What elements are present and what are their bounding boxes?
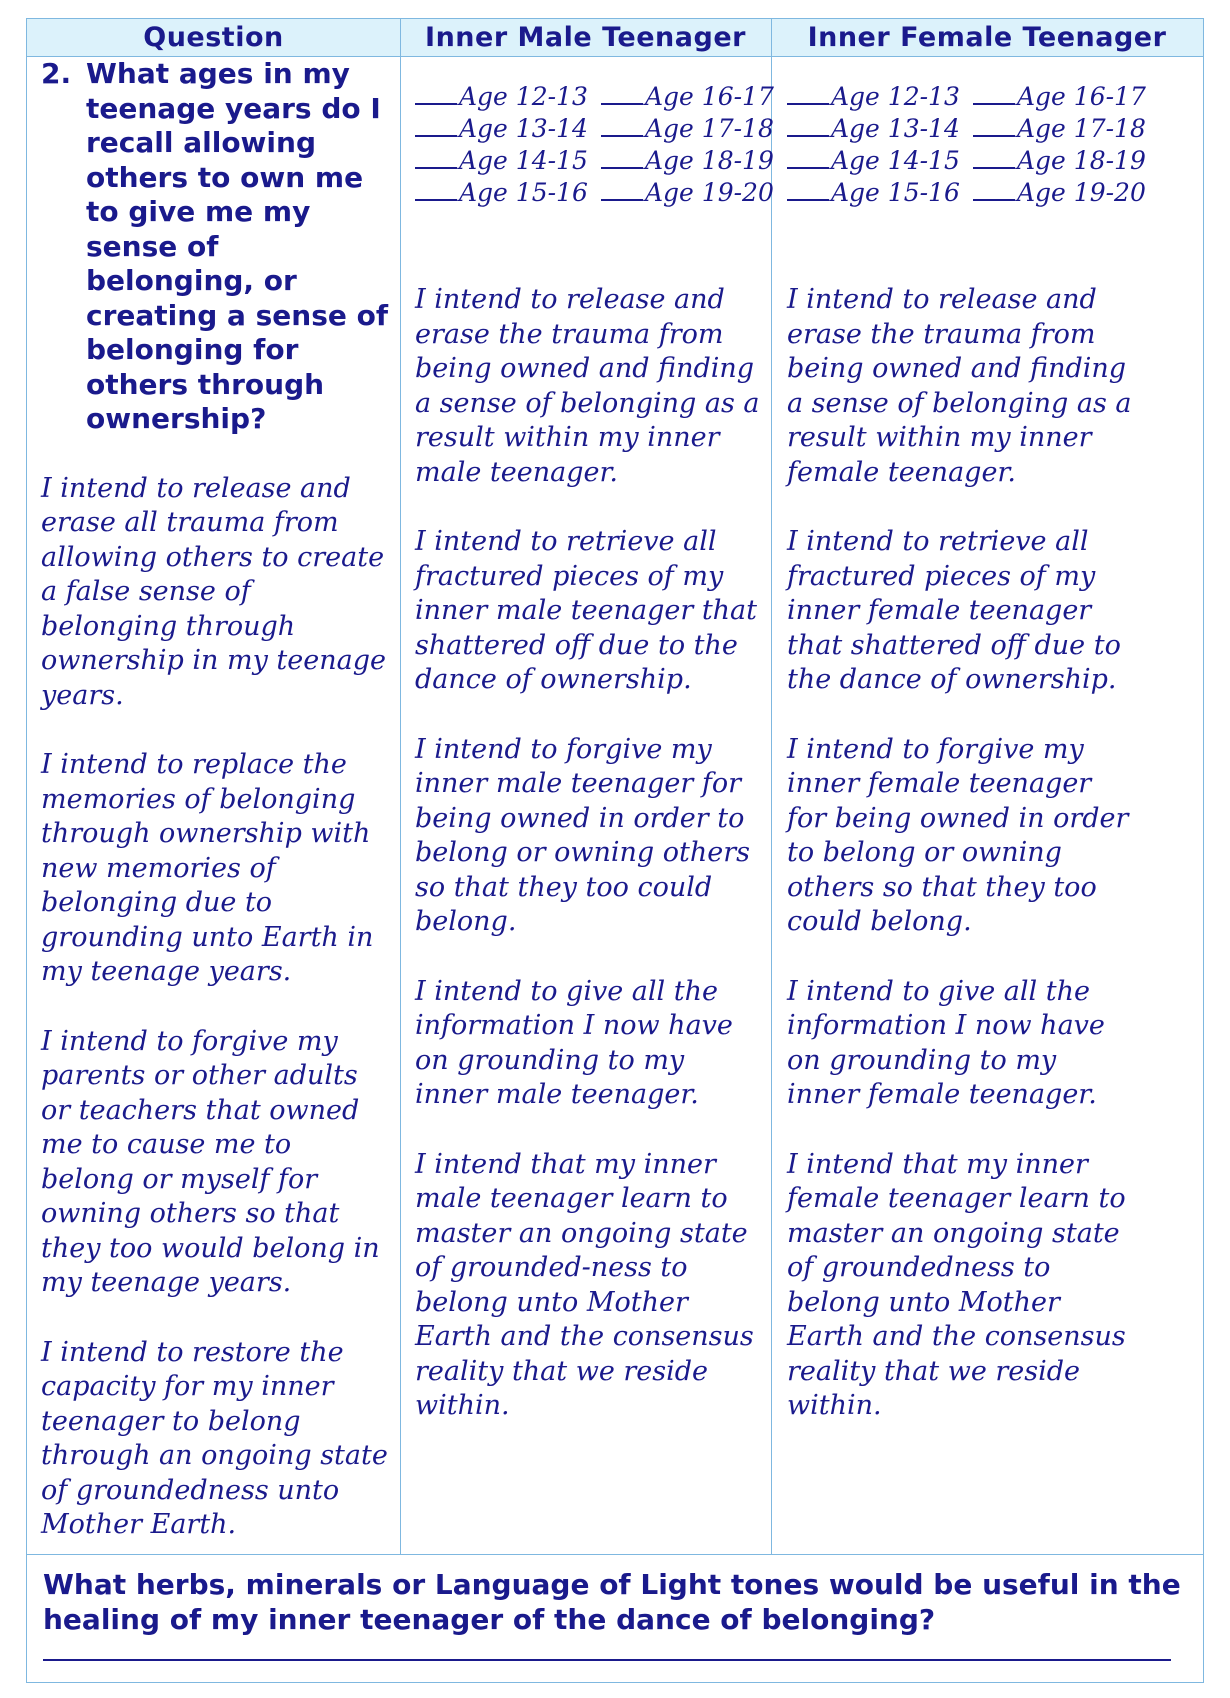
age-option[interactable]: Age 16-17 (973, 81, 1146, 113)
female-age-checklist (787, 81, 1146, 221)
male-intention: I intend to retrieve all fractured pieces of my inner male teenager that shattered off due to the dance of ownership. (415, 526, 758, 695)
question-intention: I intend to forgive my parents or other adults or teachers that owned me to cause me to belong or myself for owning others so that they too would belong in my teenage years. (41, 1025, 380, 1298)
age-blank[interactable] (787, 113, 829, 137)
age-blank[interactable] (973, 81, 1015, 105)
male-column (415, 81, 774, 1424)
age-option[interactable]: Age 17-18 (973, 113, 1146, 145)
male-intention: I intend to forgive my inner male teenager for being owned in order to belong or owning others so that they too could belong. (415, 733, 751, 937)
age-blank[interactable] (601, 177, 643, 201)
male-intention: I intend that my inner male teenager learn to master an ongoing state of grounded-ness to belong unto Mother Earth and the consensus reality that we reside within. (415, 1148, 754, 1421)
age-option[interactable]: Age 18-19 (601, 145, 774, 177)
age-blank[interactable] (973, 113, 1015, 137)
age-option[interactable]: Age 15-16 (787, 177, 960, 209)
age-option[interactable]: Age 14-15 (787, 145, 960, 177)
question-text: What ages in my teenage years do I recall allowing others to own me to give me my sense of belonging, or creating a sense of belonging for others through ownership? (86, 57, 389, 435)
column-divider (771, 19, 772, 1554)
age-blank[interactable] (601, 81, 643, 105)
male-intention: I intend to give all the information I now have on grounding to my inner male teenager. (415, 975, 733, 1110)
age-blank[interactable] (787, 81, 829, 105)
worksheet-table (26, 18, 1204, 1683)
age-blank[interactable] (787, 177, 829, 201)
female-column (787, 81, 1146, 1424)
age-blank[interactable] (415, 113, 457, 137)
female-intention: I intend to retrieve all fractured pieces of my inner female teenager that shattered off due to the dance of ownership. (787, 526, 1121, 695)
question-intention: I intend to release and erase all trauma from allowing others to create a false sense of belonging through ownership in my teenage years. (41, 472, 386, 711)
header-question: Question (143, 22, 284, 53)
question-number: 2. (41, 57, 72, 90)
female-intention: I intend to forgive my inner female teenager for being owned in order to belong or owning others so that they too could belong. (787, 733, 1129, 937)
age-option[interactable]: Age 15-16 (415, 177, 588, 209)
age-blank[interactable] (415, 145, 457, 169)
female-intention: I intend to release and erase the trauma from being owned and finding a sense of belonging as a result within my inner female teenager. (787, 284, 1132, 488)
male-intention: I intend to release and erase the trauma from being owned and finding a sense of belonging as a result within my inner male teenager. (415, 284, 760, 488)
question-intention: I intend to restore the capacity for my inner teenager to belong through an ongoing state of groundedness unto Mother Earth. (41, 1336, 388, 1540)
age-option[interactable]: Age 14-15 (415, 145, 588, 177)
age-blank[interactable] (787, 145, 829, 169)
age-blank[interactable] (415, 81, 457, 105)
row-divider (27, 1554, 1203, 1555)
footer-question: What herbs, minerals or Language of Light tones would be useful in the healing of my inner teenager of the dance of belonging? (43, 1568, 1181, 1636)
question-column (41, 57, 391, 1543)
age-blank[interactable] (601, 145, 643, 169)
header-inner-female: Inner Female Teenager (807, 22, 1167, 53)
age-blank[interactable] (973, 145, 1015, 169)
age-option[interactable]: Age 13-14 (415, 113, 588, 145)
age-blank[interactable] (973, 177, 1015, 201)
age-option[interactable]: Age 12-13 (415, 81, 588, 113)
question-intention: I intend to replace the memories of belonging through ownership with new memories of belonging due to grounding unto Earth in my teenage years. (41, 749, 374, 987)
male-age-checklist (415, 81, 774, 221)
age-option[interactable]: Age 19-20 (601, 177, 774, 209)
age-option[interactable]: Age 12-13 (787, 81, 960, 113)
female-intention: I intend that my inner female teenager learn to master an ongoing state of groundedness to belong unto Mother Earth and the consensus reality that we reside within. (787, 1148, 1126, 1421)
header-inner-male: Inner Male Teenager (425, 22, 746, 53)
age-blank[interactable] (601, 113, 643, 137)
footer-row (43, 1567, 1183, 1637)
age-option[interactable]: Age 13-14 (787, 113, 960, 145)
age-option[interactable]: Age 16-17 (601, 81, 774, 113)
answer-line[interactable] (43, 1659, 1171, 1661)
column-divider (400, 19, 401, 1554)
female-intention: I intend to give all the information I now have on grounding to my inner female teenager. (787, 975, 1105, 1110)
age-option[interactable]: Age 18-19 (973, 145, 1146, 177)
age-option[interactable]: Age 19-20 (973, 177, 1146, 209)
age-option[interactable]: Age 17-18 (601, 113, 774, 145)
table-header (27, 19, 1203, 57)
age-blank[interactable] (415, 177, 457, 201)
question-item (41, 57, 391, 437)
